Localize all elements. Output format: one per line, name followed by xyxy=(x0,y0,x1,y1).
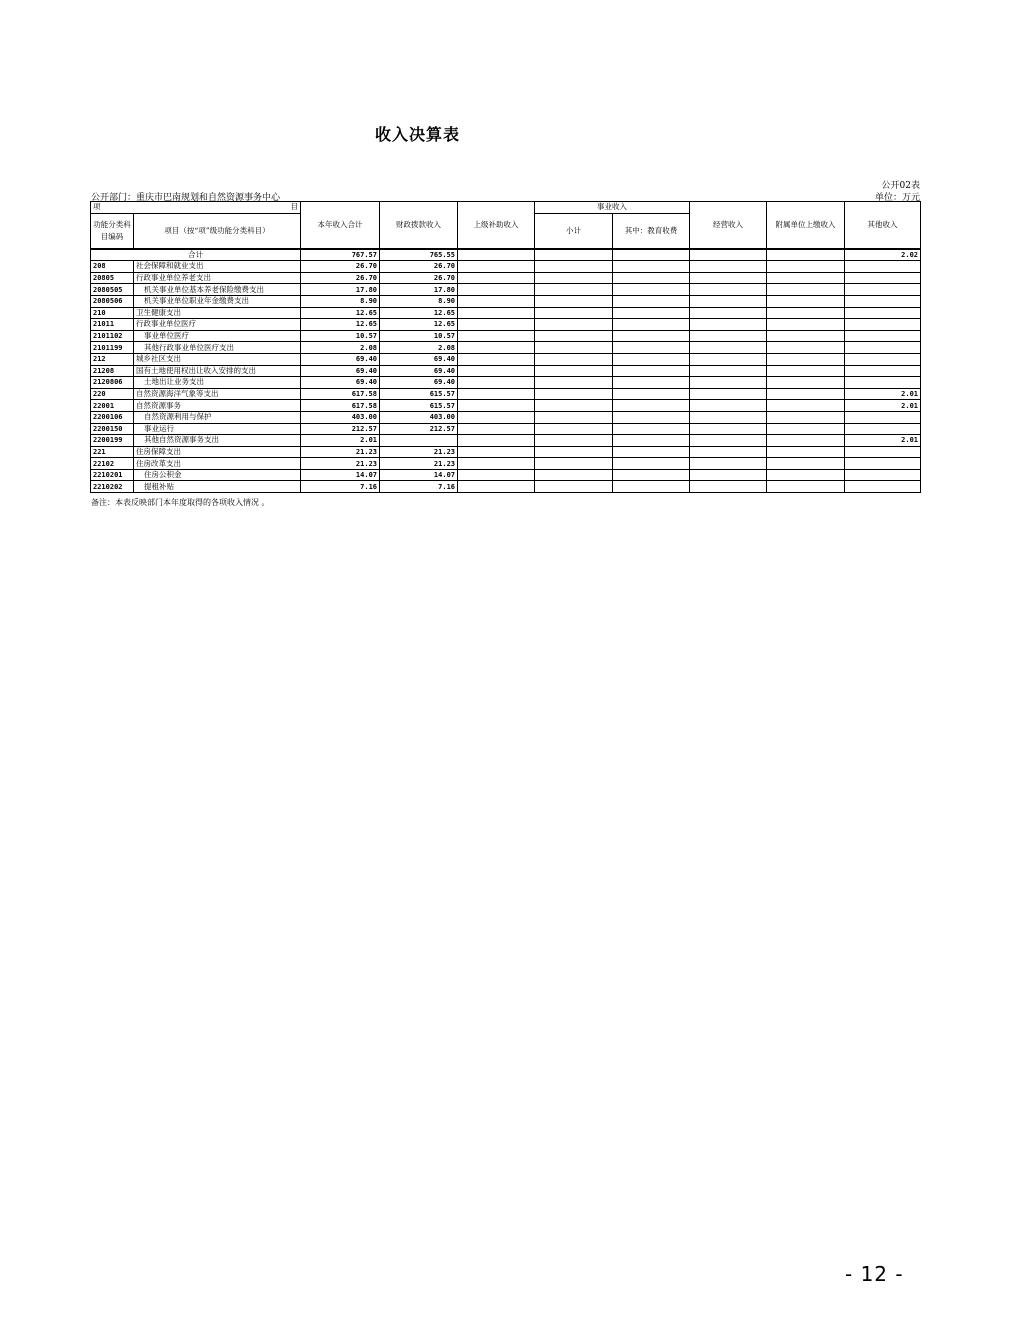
row-total: 617.58 xyxy=(301,388,380,400)
row-fiscal: 69.40 xyxy=(380,365,458,377)
table-row xyxy=(91,365,921,377)
empty-cell xyxy=(535,388,613,400)
empty-cell xyxy=(690,353,767,365)
row-code: 212 xyxy=(91,353,134,365)
header-operating: 经营收入 xyxy=(690,202,767,249)
empty-cell xyxy=(690,435,767,447)
table-row xyxy=(91,272,921,284)
row-code: 208 xyxy=(91,261,134,273)
empty-cell xyxy=(613,353,690,365)
row-name: 其他行政事业单位医疗支出 xyxy=(134,342,301,354)
row-total: 12.65 xyxy=(301,307,380,319)
empty-cell xyxy=(535,469,613,481)
empty-cell xyxy=(690,458,767,470)
row-name: 自然资源利用与保护 xyxy=(134,411,301,423)
empty-cell xyxy=(458,388,535,400)
row-total: 617.58 xyxy=(301,400,380,412)
row-fiscal: 14.07 xyxy=(380,469,458,481)
empty-cell xyxy=(690,330,767,342)
empty-cell xyxy=(535,284,613,296)
row-code: 2101102 xyxy=(91,330,134,342)
empty-cell xyxy=(613,446,690,458)
total-label: 合计 xyxy=(91,249,301,261)
row-fiscal: 21.23 xyxy=(380,446,458,458)
header-other: 其他收入 xyxy=(845,202,921,249)
row-other xyxy=(845,307,921,319)
row-code: 20805 xyxy=(91,272,134,284)
empty-cell xyxy=(613,469,690,481)
empty-cell xyxy=(767,353,845,365)
empty-cell xyxy=(535,423,613,435)
total-income-value: 767.57 xyxy=(301,249,380,261)
row-other xyxy=(845,319,921,331)
total-other-value: 2.02 xyxy=(845,249,921,261)
row-fiscal: 26.70 xyxy=(380,261,458,273)
row-name: 提租补贴 xyxy=(134,481,301,493)
empty-cell xyxy=(690,400,767,412)
empty-cell xyxy=(690,295,767,307)
row-other: 2.01 xyxy=(845,388,921,400)
empty-cell xyxy=(613,435,690,447)
empty-cell xyxy=(767,388,845,400)
row-name: 自然资源事务 xyxy=(134,400,301,412)
row-fiscal: 26.70 xyxy=(380,272,458,284)
header-item: 项目（按“项”级功能分类科目） xyxy=(134,213,301,249)
row-name: 城乡社区支出 xyxy=(134,353,301,365)
empty-cell xyxy=(613,481,690,493)
empty-cell xyxy=(690,388,767,400)
row-other xyxy=(845,284,921,296)
table-row xyxy=(91,423,921,435)
empty-cell xyxy=(458,400,535,412)
empty-cell xyxy=(458,284,535,296)
row-other xyxy=(845,261,921,273)
empty-cell xyxy=(767,307,845,319)
empty-cell xyxy=(767,458,845,470)
empty-cell xyxy=(458,330,535,342)
table-row xyxy=(91,458,921,470)
row-fiscal: 69.40 xyxy=(380,377,458,389)
table-row xyxy=(91,342,921,354)
empty-cell xyxy=(767,272,845,284)
empty-cell xyxy=(767,319,845,331)
table-row xyxy=(91,319,921,331)
row-name: 事业运行 xyxy=(134,423,301,435)
row-other xyxy=(845,458,921,470)
table-row xyxy=(91,411,921,423)
table-row xyxy=(91,307,921,319)
empty-cell xyxy=(690,365,767,377)
empty-cell xyxy=(767,284,845,296)
row-name: 土地出让业务支出 xyxy=(134,377,301,389)
row-other xyxy=(845,272,921,284)
empty-cell xyxy=(613,284,690,296)
empty-cell xyxy=(690,261,767,273)
row-total: 69.40 xyxy=(301,353,380,365)
table-row xyxy=(91,481,921,493)
empty-cell xyxy=(535,261,613,273)
row-code: 2210201 xyxy=(91,469,134,481)
empty-cell xyxy=(535,353,613,365)
row-name: 机关事业单位基本养老保险缴费支出 xyxy=(134,284,301,296)
empty-cell xyxy=(458,469,535,481)
empty-cell xyxy=(458,272,535,284)
empty-cell xyxy=(690,272,767,284)
empty-cell xyxy=(613,261,690,273)
empty-cell xyxy=(767,342,845,354)
empty-cell xyxy=(613,330,690,342)
empty-cell xyxy=(767,295,845,307)
empty-cell xyxy=(458,411,535,423)
row-code: 2210202 xyxy=(91,481,134,493)
income-table xyxy=(90,201,921,493)
row-name: 住房公积金 xyxy=(134,469,301,481)
row-name: 国有土地使用权出让收入安排的支出 xyxy=(134,365,301,377)
row-fiscal: 2.08 xyxy=(380,342,458,354)
row-name: 行政事业单位医疗 xyxy=(134,319,301,331)
empty-cell xyxy=(458,481,535,493)
empty-cell xyxy=(535,377,613,389)
page-title: 收入决算表 xyxy=(374,125,460,144)
empty-cell xyxy=(690,249,767,261)
row-name: 住房改革支出 xyxy=(134,458,301,470)
row-name: 机关事业单位职业年金缴费支出 xyxy=(134,295,301,307)
unit-label: 单位：万元 xyxy=(874,193,920,203)
table-row xyxy=(91,446,921,458)
empty-cell xyxy=(535,342,613,354)
header-affiliated: 附属单位上缴收入 xyxy=(767,202,845,249)
row-code: 2080505 xyxy=(91,284,134,296)
row-fiscal: 17.80 xyxy=(380,284,458,296)
empty-cell xyxy=(458,295,535,307)
department-label: 公开部门：重庆市巴南规划和自然资源事务中心 xyxy=(91,193,281,203)
row-total: 12.65 xyxy=(301,319,380,331)
empty-cell xyxy=(613,411,690,423)
row-other xyxy=(845,446,921,458)
row-total: 69.40 xyxy=(301,377,380,389)
row-other xyxy=(845,365,921,377)
row-total: 212.57 xyxy=(301,423,380,435)
empty-cell xyxy=(613,365,690,377)
header-fiscal: 财政拨款收入 xyxy=(380,202,458,249)
empty-cell xyxy=(767,446,845,458)
row-total: 26.70 xyxy=(301,261,380,273)
empty-cell xyxy=(767,261,845,273)
empty-cell xyxy=(535,411,613,423)
table-row xyxy=(91,261,921,273)
row-code: 22001 xyxy=(91,400,134,412)
table-row xyxy=(91,435,921,447)
table-row xyxy=(91,353,921,365)
row-total: 17.80 xyxy=(301,284,380,296)
row-code: 2200106 xyxy=(91,411,134,423)
row-other xyxy=(845,295,921,307)
empty-cell xyxy=(535,307,613,319)
empty-cell xyxy=(458,435,535,447)
row-name: 事业单位医疗 xyxy=(134,330,301,342)
empty-cell xyxy=(458,307,535,319)
row-total: 403.00 xyxy=(301,411,380,423)
row-name: 行政事业单位养老支出 xyxy=(134,272,301,284)
empty-cell xyxy=(613,388,690,400)
empty-cell xyxy=(767,400,845,412)
row-other xyxy=(845,342,921,354)
empty-cell xyxy=(613,377,690,389)
row-other xyxy=(845,423,921,435)
row-total: 2.01 xyxy=(301,435,380,447)
empty-cell xyxy=(535,481,613,493)
empty-cell xyxy=(690,342,767,354)
row-total: 10.57 xyxy=(301,330,380,342)
row-fiscal: 8.90 xyxy=(380,295,458,307)
table-row xyxy=(91,377,921,389)
empty-cell xyxy=(767,249,845,261)
row-name: 卫生健康支出 xyxy=(134,307,301,319)
table-note: 备注：本表反映部门本年度取得的各项收入情况 。 xyxy=(91,498,270,507)
empty-cell xyxy=(690,307,767,319)
row-fiscal: 21.23 xyxy=(380,458,458,470)
row-name: 自然资源海洋气象等支出 xyxy=(134,388,301,400)
row-total: 14.07 xyxy=(301,469,380,481)
row-fiscal: 12.65 xyxy=(380,307,458,319)
row-code: 2120806 xyxy=(91,377,134,389)
empty-cell xyxy=(535,272,613,284)
empty-cell xyxy=(767,423,845,435)
row-other xyxy=(845,377,921,389)
row-other xyxy=(845,411,921,423)
empty-cell xyxy=(690,446,767,458)
empty-cell xyxy=(458,365,535,377)
empty-cell xyxy=(535,365,613,377)
header-business: 事业收入 xyxy=(535,202,690,214)
empty-cell xyxy=(458,377,535,389)
row-fiscal: 403.00 xyxy=(380,411,458,423)
table-row xyxy=(91,295,921,307)
empty-cell xyxy=(613,272,690,284)
row-total: 8.90 xyxy=(301,295,380,307)
empty-cell xyxy=(535,319,613,331)
header-subtotal: 小计 xyxy=(535,213,613,249)
row-code: 21208 xyxy=(91,365,134,377)
header-mu: 目 xyxy=(290,202,298,212)
header-total-income: 本年收入合计 xyxy=(301,202,380,249)
empty-cell xyxy=(613,307,690,319)
empty-cell xyxy=(535,435,613,447)
empty-cell xyxy=(613,400,690,412)
table-row xyxy=(91,469,921,481)
empty-cell xyxy=(690,481,767,493)
empty-cell xyxy=(690,423,767,435)
row-other: 2.01 xyxy=(845,435,921,447)
row-total: 2.08 xyxy=(301,342,380,354)
row-fiscal: 615.57 xyxy=(380,400,458,412)
empty-cell xyxy=(767,365,845,377)
row-other: 2.01 xyxy=(845,400,921,412)
header-code: 功能分类科目编码 xyxy=(91,213,134,249)
empty-cell xyxy=(767,330,845,342)
empty-cell xyxy=(613,423,690,435)
total-row xyxy=(91,249,921,261)
empty-cell xyxy=(458,261,535,273)
row-code: 220 xyxy=(91,388,134,400)
row-code: 2200199 xyxy=(91,435,134,447)
row-code: 21011 xyxy=(91,319,134,331)
row-name: 住房保障支出 xyxy=(134,446,301,458)
row-other xyxy=(845,469,921,481)
empty-cell xyxy=(535,446,613,458)
header-xiang: 项 xyxy=(93,202,101,212)
row-total: 21.23 xyxy=(301,458,380,470)
row-fiscal: 10.57 xyxy=(380,330,458,342)
row-total: 21.23 xyxy=(301,446,380,458)
empty-cell xyxy=(613,342,690,354)
page-number: - 12 - xyxy=(845,1262,904,1286)
empty-cell xyxy=(535,330,613,342)
empty-cell xyxy=(458,423,535,435)
row-other xyxy=(845,481,921,493)
row-code: 2200150 xyxy=(91,423,134,435)
empty-cell xyxy=(613,458,690,470)
empty-cell xyxy=(535,249,613,261)
row-code: 2101199 xyxy=(91,342,134,354)
empty-cell xyxy=(613,249,690,261)
empty-cell xyxy=(767,435,845,447)
header-xiangmu xyxy=(91,202,301,214)
empty-cell xyxy=(613,319,690,331)
empty-cell xyxy=(458,319,535,331)
row-code: 2080506 xyxy=(91,295,134,307)
row-total: 7.16 xyxy=(301,481,380,493)
empty-cell xyxy=(458,353,535,365)
total-fiscal-value: 765.55 xyxy=(380,249,458,261)
table-row xyxy=(91,284,921,296)
empty-cell xyxy=(458,249,535,261)
row-fiscal: 615.57 xyxy=(380,388,458,400)
empty-cell xyxy=(535,295,613,307)
empty-cell xyxy=(690,411,767,423)
empty-cell xyxy=(690,377,767,389)
row-code: 22102 xyxy=(91,458,134,470)
empty-cell xyxy=(767,481,845,493)
row-name: 社会保障和就业支出 xyxy=(134,261,301,273)
row-fiscal: 7.16 xyxy=(380,481,458,493)
empty-cell xyxy=(690,284,767,296)
empty-cell xyxy=(613,295,690,307)
header-superior: 上级补助收入 xyxy=(458,202,535,249)
row-total: 26.70 xyxy=(301,272,380,284)
row-total: 69.40 xyxy=(301,365,380,377)
row-other xyxy=(845,330,921,342)
empty-cell xyxy=(458,458,535,470)
row-code: 221 xyxy=(91,446,134,458)
empty-cell xyxy=(535,400,613,412)
empty-cell xyxy=(767,411,845,423)
empty-cell xyxy=(767,377,845,389)
row-fiscal: 12.65 xyxy=(380,319,458,331)
row-other xyxy=(845,353,921,365)
header-education: 其中：教育收费 xyxy=(613,213,690,249)
empty-cell xyxy=(458,446,535,458)
row-name: 其他自然资源事务支出 xyxy=(134,435,301,447)
empty-cell xyxy=(767,469,845,481)
table-row xyxy=(91,400,921,412)
empty-cell xyxy=(690,469,767,481)
row-fiscal: 212.57 xyxy=(380,423,458,435)
row-fiscal xyxy=(380,435,458,447)
row-fiscal: 69.40 xyxy=(380,353,458,365)
table-row xyxy=(91,388,921,400)
row-code: 210 xyxy=(91,307,134,319)
form-number: 公开02表 xyxy=(881,181,920,191)
empty-cell xyxy=(458,342,535,354)
empty-cell xyxy=(535,458,613,470)
empty-cell xyxy=(690,319,767,331)
table-row xyxy=(91,330,921,342)
